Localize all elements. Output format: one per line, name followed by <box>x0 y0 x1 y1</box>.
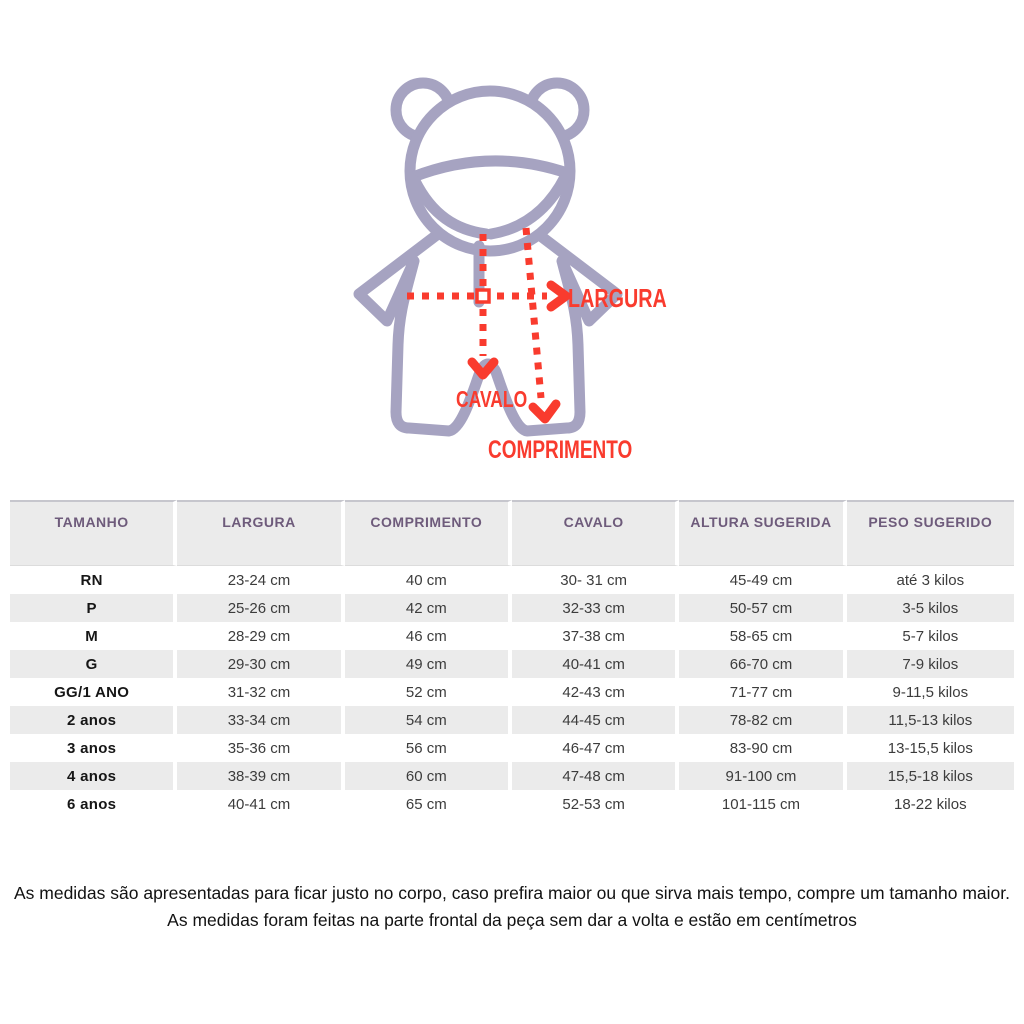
measure-value-cell: 49 cm <box>345 650 512 678</box>
measure-value-cell: 46-47 cm <box>512 734 679 762</box>
measure-value-cell: 60 cm <box>345 762 512 790</box>
measure-value-cell: 101-115 cm <box>679 790 846 818</box>
size-name-cell: 4 anos <box>10 762 177 790</box>
size-name-cell: 2 anos <box>10 706 177 734</box>
size-name-cell: 6 anos <box>10 790 177 818</box>
baby-onesie-illustration <box>0 0 1024 500</box>
measure-value-cell: 29-30 cm <box>177 650 344 678</box>
column-header-altura-sugerida: ALTURA SUGERIDA <box>679 500 846 566</box>
measure-value-cell: 13-15,5 kilos <box>887 739 973 757</box>
measure-value-cell: 35-36 cm <box>177 734 344 762</box>
measure-value-cell: 5-7 kilos <box>902 627 959 645</box>
note-line-1: As medidas são apresentadas para ficar justo no corpo, caso prefira maior ou que sirva mais tempo, compre um tamanho maior. <box>13 883 1011 903</box>
size-name-cell: P <box>10 594 177 622</box>
size-table-body <box>10 566 1014 818</box>
measure-value-cell: 3-5 kilos <box>847 594 1014 622</box>
column-header-cavalo: CAVALO <box>512 500 679 566</box>
measure-value-cell: 7-9 kilos <box>847 650 1014 678</box>
measure-value-cell: 54 cm <box>345 706 512 734</box>
size-name-cell: G <box>10 650 177 678</box>
size-name-cell: M <box>10 622 177 650</box>
measure-value-cell: 32-33 cm <box>512 594 679 622</box>
measure-value-cell: 11,5-13 kilos <box>847 706 1014 734</box>
column-header-comprimento: COMPRIMENTO <box>345 500 512 566</box>
measure-value-cell: 40-41 cm <box>177 790 344 818</box>
measure-value-cell: 30- 31 cm <box>512 566 679 594</box>
measure-value-cell: 31-32 cm <box>177 678 344 706</box>
measure-value-cell: 91-100 cm <box>679 762 846 790</box>
table-row <box>10 706 1014 734</box>
size-table-header <box>10 500 1014 566</box>
table-row <box>10 566 1014 594</box>
measure-value-cell: 40-41 cm <box>512 650 679 678</box>
measure-value-cell: 45-49 cm <box>679 566 846 594</box>
measure-value-cell: 15,5-18 kilos <box>847 762 1014 790</box>
measure-value-cell: 23-24 cm <box>177 566 344 594</box>
cavalo-label: CAVALO <box>456 386 528 412</box>
measure-value-cell: 40 cm <box>345 566 512 594</box>
table-row <box>10 594 1014 622</box>
size-guide-diagram <box>0 0 1024 500</box>
measure-value-cell: até 3 kilos <box>896 571 965 589</box>
measure-value-cell: 56 cm <box>345 734 512 762</box>
table-row <box>10 734 1014 762</box>
measure-value-cell: 25-26 cm <box>177 594 344 622</box>
column-header-peso-sugerido: PESO SUGERIDO <box>847 500 1014 566</box>
measure-value-cell: 28-29 cm <box>177 622 344 650</box>
measure-value-cell: 78-82 cm <box>679 706 846 734</box>
measurement-notes <box>0 880 1024 934</box>
comprimento-label: COMPRIMENTO <box>488 436 633 464</box>
table-row <box>10 678 1014 706</box>
table-row <box>10 622 1014 650</box>
measure-value-cell: 38-39 cm <box>177 762 344 790</box>
measure-value-cell: 66-70 cm <box>679 650 846 678</box>
measure-value-cell: 83-90 cm <box>679 734 846 762</box>
measure-value-cell: 37-38 cm <box>512 622 679 650</box>
measure-value-cell: 52-53 cm <box>512 790 679 818</box>
measure-value-cell: 52 cm <box>345 678 512 706</box>
column-header-largura: LARGURA <box>177 500 344 566</box>
table-row <box>10 762 1014 790</box>
size-name-cell: GG/1 ANO <box>10 678 177 706</box>
size-name-cell: 3 anos <box>10 734 177 762</box>
measure-value-cell: 58-65 cm <box>679 622 846 650</box>
measure-value-cell: 9-11,5 kilos <box>892 683 969 701</box>
largura-label: LARGURA <box>568 283 667 313</box>
measure-cross-dot <box>477 290 489 302</box>
table-row <box>10 790 1014 818</box>
measure-value-cell: 46 cm <box>345 622 512 650</box>
measure-value-cell: 44-45 cm <box>512 706 679 734</box>
size-name-cell: RN <box>10 566 177 594</box>
measure-value-cell: 42 cm <box>345 594 512 622</box>
measure-value-cell: 71-77 cm <box>679 678 846 706</box>
note-line-2: As medidas foram feitas na parte frontal da peça sem dar a volta e estão em centímetros <box>167 910 857 931</box>
measure-value-cell: 18-22 kilos <box>894 795 967 813</box>
measure-value-cell: 33-34 cm <box>177 706 344 734</box>
measure-value-cell: 50-57 cm <box>679 594 846 622</box>
measure-value-cell: 47-48 cm <box>512 762 679 790</box>
size-table-container <box>0 500 1024 818</box>
size-table <box>10 500 1014 818</box>
table-row <box>10 650 1014 678</box>
measure-value-cell: 65 cm <box>345 790 512 818</box>
column-header-tamanho: TAMANHO <box>10 500 177 566</box>
measure-value-cell: 42-43 cm <box>512 678 679 706</box>
